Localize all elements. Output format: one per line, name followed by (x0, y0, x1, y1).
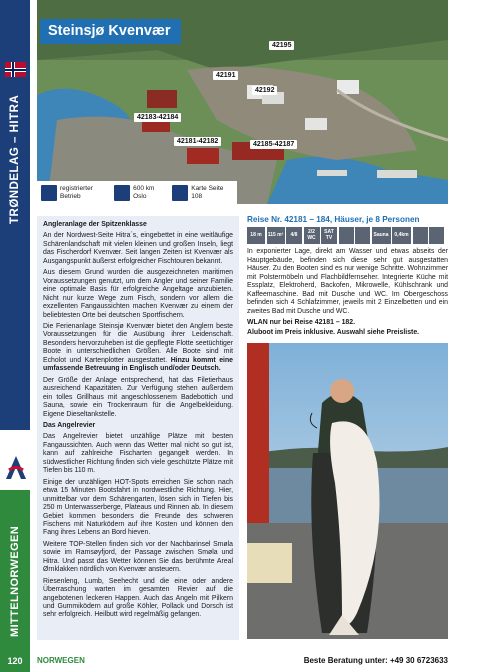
feature-icons (247, 227, 448, 244)
house-label: 42183-42184 (134, 113, 181, 122)
page-number: 120 (0, 650, 30, 672)
green-marker (0, 490, 30, 510)
info-map: Karte Seite 108 (191, 185, 224, 200)
region-label: TRØNDELAG – HITRA (9, 94, 21, 224)
offer-title: Reise Nr. 42181 – 184, Häuser, je 8 Personen (247, 215, 420, 224)
boat-icon (114, 185, 130, 201)
info-bar (37, 181, 237, 205)
offer-description: In exponierter Lage, direkt am Wasser und etwas abseits der Hauptgebäude, befinden sich diese sehr gut ausgestatten Häuser. Zu den Booten sind es nur wenige Schritte. Wohnzimmer mit Polstermöbeln und Flachbildfernseher. Integrierte Küche mit Essplatz, Elektroherd, Backofen, Mikrowelle, Kühlschrank und Kaffeemaschine. Bad mit Dusche und WC. Im Obergeschoss befinden sich 4 Schlafzimmer, jeweils mit 2 Einzelbetten und ein zweites Bad mit Dusche und WC. (247, 248, 448, 315)
region-bar-top (0, 0, 30, 430)
paragraph: Der Größe der Anlage entsprechend, hat das Filetierhaus ausreichend Kapazitäten. Zur Verfügung stehen außerdem ein tolles Grillhaus mit angeschlossenem Badebottich und Sauna, sowie ein Trockenraum für die Angelbekleidung. Eigene Dieseltankstelle. (43, 376, 233, 418)
registered-icon (41, 185, 57, 201)
wc-icon: 2/2 WC (304, 227, 320, 244)
footer-country: NORWEGEN (37, 656, 85, 665)
house-label: 42195 (269, 41, 294, 50)
wlan-note: WLAN nur bei Reise 42181 – 182. (247, 319, 355, 327)
paragraph: Aus diesem Grund wurden die ausgezeichneten maritimen Voraussetzungen genutzt, um dem Angler und seiner Familie eine optimale Basis für erfolgreiche Angeltage anzubieten. Nicht nur kurze Wege zum Fisch, sondern vor allem die exzellenten Fangaussichten machen Kvenvær zu einem der beliebtesten Orte bei deutschen Sportfischern. (43, 269, 233, 319)
offer-column (247, 216, 448, 343)
page-title: Steinsjø Kvenvær (40, 19, 181, 44)
tv-icon: SAT TV (321, 227, 337, 244)
page-footer (37, 650, 448, 672)
paragraph (43, 323, 233, 374)
paragraph: Weitere TOP-Stellen finden sich vor der Nachbarinsel Smøla sowie im Ramsøyfjord, der Passage zwischen Smøla und Hitra. Und passt das Wetter können Sie das berühmte Areal Ørnklakken nördlich von Kvenvær ansteuern. (43, 540, 233, 574)
pet-icon (413, 227, 428, 244)
section-heading: Das Angelrevier (43, 421, 96, 429)
sauna-icon: Sauna (372, 227, 391, 244)
house-label: 42192 (252, 86, 277, 95)
brand-logo-icon (5, 455, 27, 481)
wifi-icon (355, 227, 370, 244)
hero-photo (37, 0, 448, 204)
halibut-photo (247, 343, 448, 639)
section-heading: Angleranlage der Spitzenklasse (43, 221, 147, 228)
paragraph-emphasis: Hinzu kommt eine umfassende Betreuung in Englisch und/oder Deutsch. (43, 356, 233, 373)
house-label: 42191 (213, 71, 238, 80)
region-bar-bottom (0, 510, 30, 650)
fish-icon (429, 227, 444, 244)
house-label: 42185-42187 (250, 140, 297, 149)
boat-note: Aluboot im Preis inklusive. Auswahl siehe Preisliste. (247, 328, 420, 336)
distance-icon: 0,4km (392, 227, 411, 244)
region-strip (0, 0, 30, 672)
paragraph-text: Die Ferienanlage Steinsjø Kvenvær bietet den Anglern beste Voraussetzungen für die Ausübung ihrer Leidenschaft. Besonders hervorzuheben ist die gepflegte Flotte seetüchtiger Boote in unterschiedlichen Größen. Alle Boote sind mit Echolot und Kartenplotter ausgestattet. (43, 322, 233, 364)
info-distance: 600 km Oslo (133, 185, 155, 200)
rooms-icon: 4/8 (286, 227, 302, 244)
paragraph: Riesenleng, Lumb, Seehecht und die eine oder andere Überraschung warten im gesamten Revier auf die angebotenen leckeren Happen. Auch das Angeln mit Pilkern und Gummiködern auf große Köhler, Pollack und Dorsch ist sehr erfolgreich. Heilbutt wird regelmäßig gefangen. (43, 577, 233, 619)
map-icon (172, 185, 188, 201)
area-icon: 115 m² (267, 227, 285, 244)
info-registered: registrierter Betrieb (60, 185, 93, 200)
house-label: 42181-42182 (174, 137, 221, 146)
footer-contact: Beste Beratung unter: +49 30 6723633 (303, 656, 448, 665)
boat-length-icon: 18 m (247, 227, 265, 244)
kitchen-icon (339, 227, 354, 244)
country-region-label: MITTELNORWEGEN (9, 525, 21, 637)
norway-flag-icon (5, 62, 26, 77)
paragraph: Das Angelrevier bietet unzählige Plätze mit besten Fangaussichten. Auch wenn das Wetter mal nicht so gut ist, kann auf zahlreiche Fischarten gegangelt werden. In südwestlicher Richtung finden sich viele geschützte Plätze mit Tiefen bis 110 m. (43, 433, 233, 475)
paragraph: Einige der unzähligen HOT-Spots erreichen Sie schon nach etwa 15 Minuten Bootsfahrt in nordwestliche Richtung. Hier, unmittelbar vor dem Schärengarten, lösen sich in Tiefen bis 250 m Unterwasserberge, Plateaus und Rinnen ab. In diesem Gebiet kommen besonders die Freunde des schweren Fischens mit Naturködern auf ihre Kosten und können den Fang ihres Lebens an Bord hieven. (43, 478, 233, 537)
paragraph: An der Nordwest-Seite Hitra´s, eingebettet in eine weitläufige Schärenlandschaft mit vielen kleinen und großen Inseln, liegt das Fischerdorf Kvenvær. Seit langen Zeiten ist Kvenvær als Ausgangspunkt äußerst erfolgreicher Fischtouren bekannt. (43, 232, 233, 265)
description-column (37, 216, 239, 640)
